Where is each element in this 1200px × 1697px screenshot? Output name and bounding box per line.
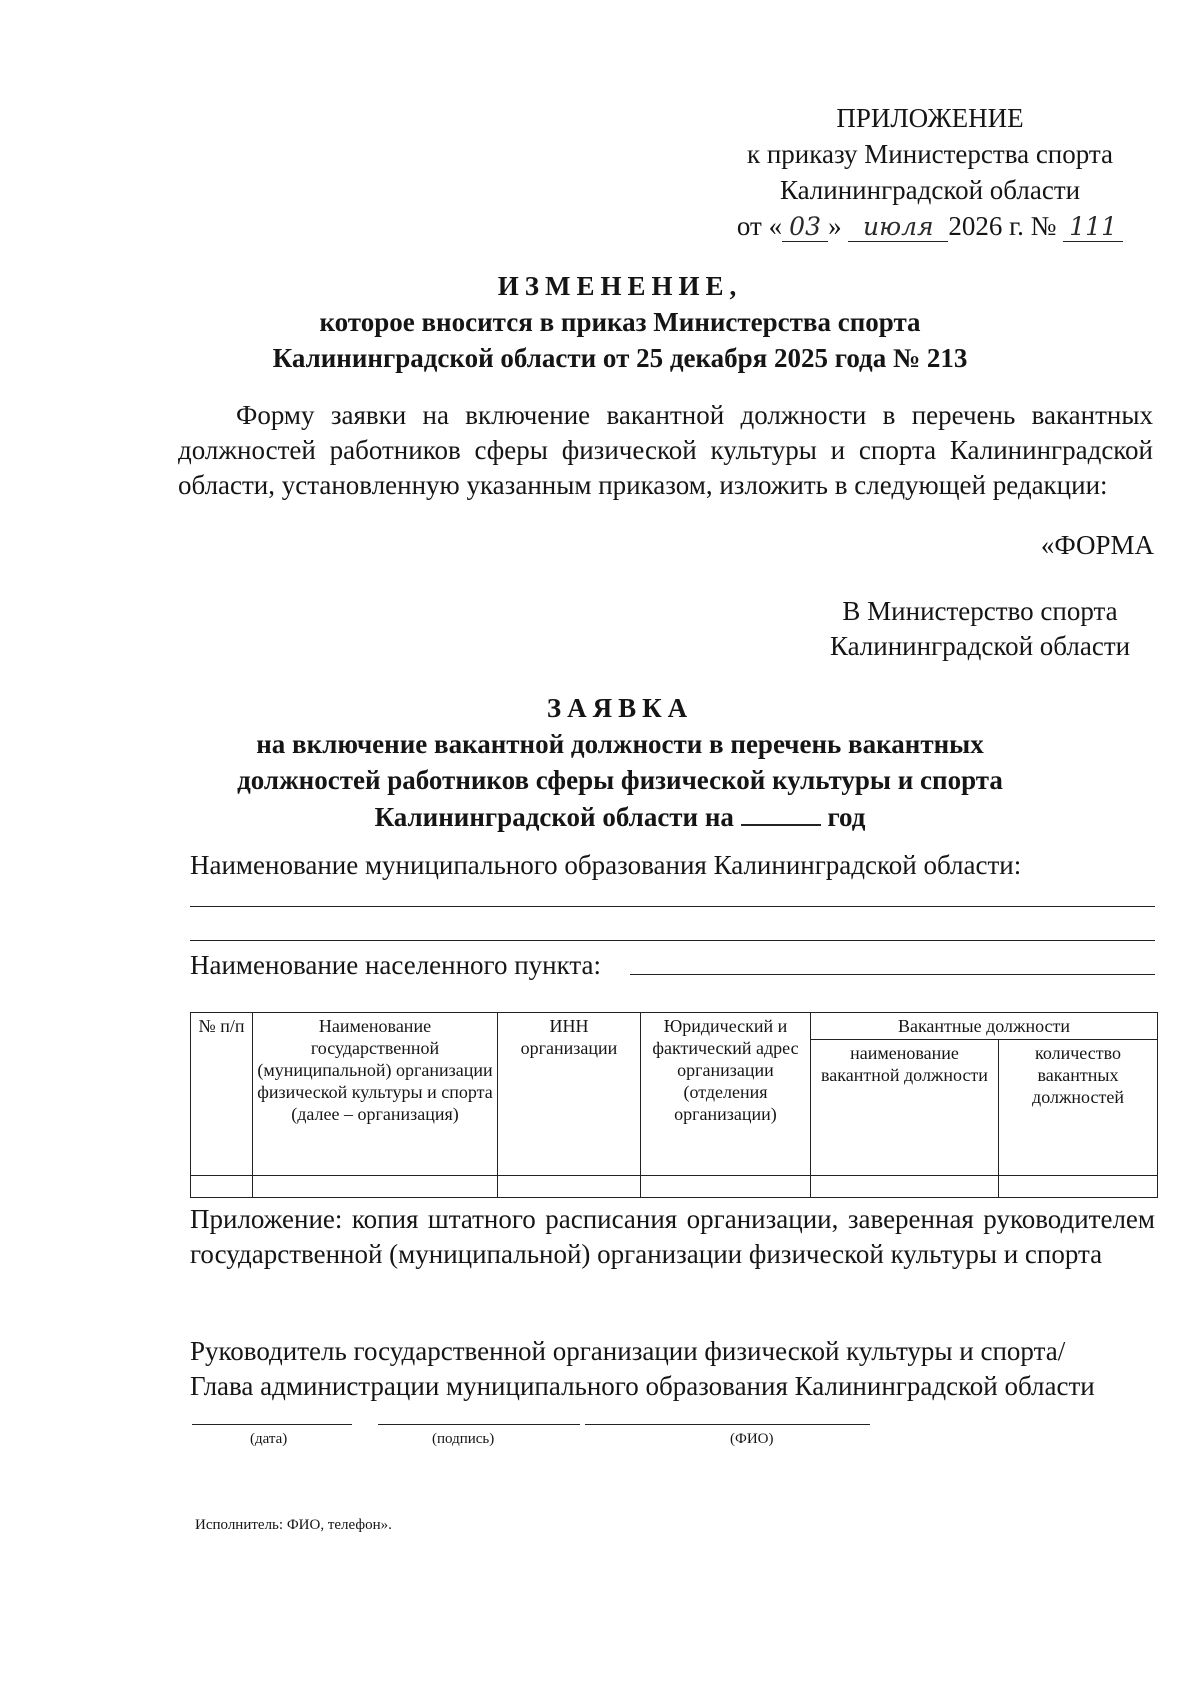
vacancy-table	[190, 1012, 1158, 1198]
header-inn: ИНН организации	[498, 1013, 641, 1176]
date-caption: (дата)	[250, 1431, 288, 1447]
change-title-block	[160, 268, 1080, 376]
addressee-block	[820, 594, 1140, 664]
name-signature-line	[585, 1424, 870, 1425]
appendix-line-region: Калининградской области	[779, 175, 1081, 205]
application-title-block	[160, 690, 1080, 835]
signatory-block	[190, 1334, 1190, 1404]
change-line-2: Калининградской области от 25 декабря 2025 года № 213	[272, 343, 968, 373]
cell-empty	[999, 1176, 1158, 1198]
municipality-blank-line-2	[190, 940, 1155, 941]
header-vacancy-count: количество вакантных должностей	[999, 1040, 1158, 1176]
settlement-label: Наименование населенного пункта:	[190, 950, 601, 980]
header-vacancies: Вакантные должности	[811, 1013, 1158, 1040]
executor-note: Исполнитель: ФИО, телефон».	[195, 1517, 392, 1533]
header-vacancy-name: наименование вакантной должности	[811, 1040, 999, 1176]
date-prefix: от «	[736, 211, 783, 241]
cell-empty	[498, 1176, 641, 1198]
date-close-quote: »	[828, 211, 842, 241]
attachment-paragraph: Приложение: копия штатного расписания организации, заверенная руководителем государственной (муниципальной) организации физической культуры и спорта	[190, 1204, 1155, 1269]
application-year-suffix: год	[827, 802, 866, 832]
change-line-1: которое вносится в приказ Министерства спорта	[319, 307, 921, 337]
municipality-blank-line-1	[190, 906, 1155, 907]
year-blank	[741, 798, 821, 826]
addressee-line-1: В Министерство спорта	[842, 596, 1118, 626]
date-month-handwritten: июля	[848, 213, 948, 242]
order-number-handwritten: 111	[1063, 213, 1123, 242]
signatory-line-1: Руководитель государственной организации физической культуры и спорта/	[190, 1336, 1066, 1366]
name-caption: (ФИО)	[730, 1431, 774, 1447]
date-signature-line	[192, 1424, 352, 1425]
application-line-3	[160, 798, 1080, 835]
appendix-line-order: к приказу Министерства спорта	[746, 139, 1114, 169]
application-line-2: должностей работников сферы физической культуры и спорта	[237, 765, 1003, 795]
signature-caption: (подпись)	[432, 1431, 495, 1447]
settlement-blank-line	[630, 974, 1155, 975]
form-label: «ФОРМА	[1040, 530, 1154, 560]
date-year: 2026 г. №	[948, 211, 1057, 241]
cell-empty	[641, 1176, 811, 1198]
table-row-empty	[191, 1176, 1158, 1198]
appendix-title: ПРИЛОЖЕНИЕ	[836, 103, 1024, 133]
addressee-line-2: Калининградской области	[829, 631, 1131, 661]
municipality-label: Наименование муниципального образования Калининградской области:	[190, 850, 1022, 880]
intro-paragraph: Форму заявки на включение вакантной должности в перечень вакантных должностей работников сферы физической культуры и спорта Калининградской области, установленную указанным приказом, изложить в следующей редакции:	[178, 400, 1153, 500]
header-org-name: Наименование государственной (муниципальной) организации физической культуры и спорта (далее – организация)	[253, 1013, 498, 1176]
header-number: № п/п	[191, 1013, 253, 1176]
cell-empty	[811, 1176, 999, 1198]
appendix-date-line	[700, 208, 1160, 244]
application-year-prefix: Калининградской области на	[374, 802, 734, 832]
application-line-1: на включение вакантной должности в перечень вакантных	[256, 729, 984, 759]
cell-empty	[191, 1176, 253, 1198]
date-day-handwritten: 03	[782, 213, 828, 242]
signatory-line-2: Глава администрации муниципального образования Калининградской области	[190, 1371, 1095, 1401]
header-address: Юридический и фактический адрес организации (отделения организации)	[641, 1013, 811, 1176]
signature-line	[378, 1424, 580, 1425]
application-title: ЗАЯВКА	[546, 693, 694, 723]
cell-empty	[253, 1176, 498, 1198]
change-title: ИЗМЕНЕНИЕ,	[497, 271, 743, 301]
appendix-header	[700, 100, 1160, 244]
